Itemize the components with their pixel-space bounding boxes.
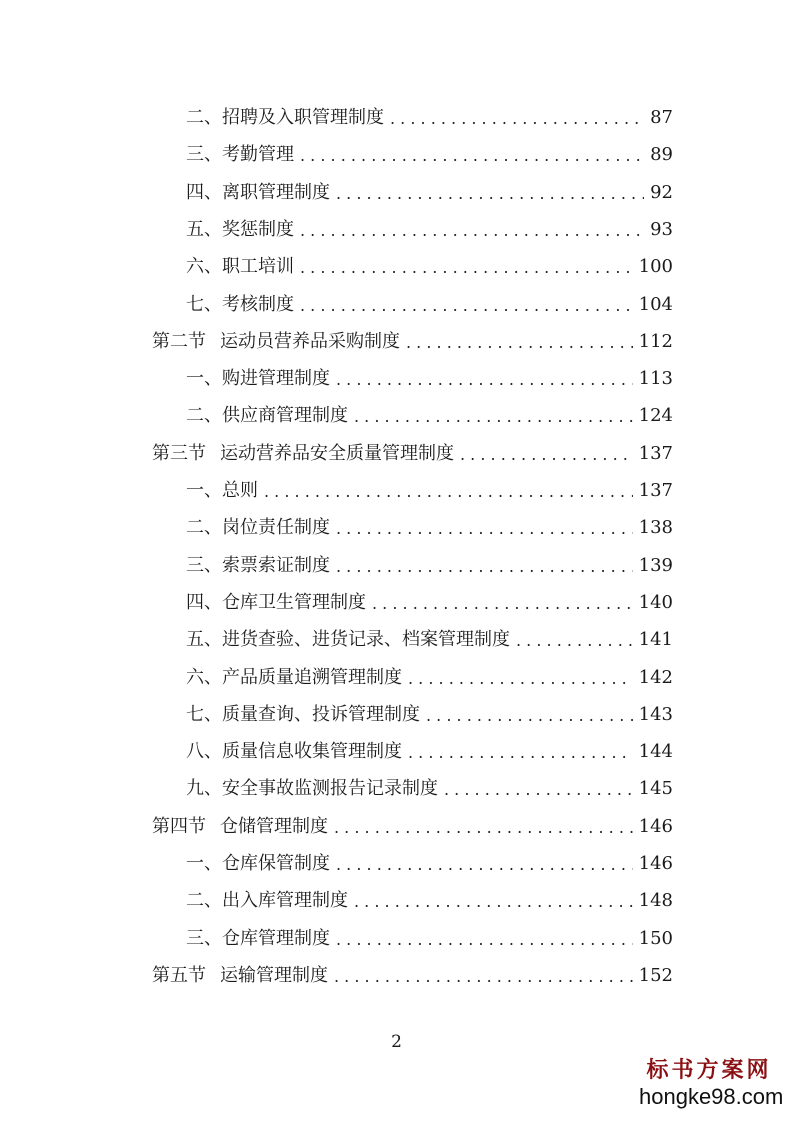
toc-title-text: 三、仓库管理制度 [186,927,330,949]
toc-entry-title [186,142,294,168]
toc-entry [186,180,673,206]
watermark [639,1058,784,1110]
toc-section-label: 第四节 [152,815,206,837]
toc-entry [186,515,673,541]
toc-page-number: 138 [638,517,673,539]
toc-entry-title [186,105,384,131]
toc-entry [186,217,673,243]
toc-dot-leader [334,816,633,840]
toc-entry-title [186,926,330,952]
toc-entry [186,254,673,280]
toc-entry-title [186,553,330,579]
toc-title-text: 二、供应商管理制度 [186,405,348,427]
toc-title-text: 三、考勤管理 [186,144,294,166]
toc-entry [186,776,673,802]
toc-dot-leader [372,592,633,616]
toc-section-label: 第二节 [152,330,206,352]
toc-title-text: 仓储管理制度 [220,815,328,837]
toc-entry [186,105,673,131]
toc-title-text: 六、产品质量追溯管理制度 [186,666,402,688]
toc-dot-leader [300,144,644,168]
toc-section-label: 第三节 [152,442,206,464]
toc-entry-title [186,515,330,541]
toc-entry-title [186,217,294,243]
toc-page-number: 140 [638,591,673,613]
toc-entry [186,888,673,914]
toc-entry-title [186,403,348,429]
toc-dot-leader [336,928,633,952]
toc-title-text: 八、质量信息收集管理制度 [186,741,402,763]
toc-page-number: 87 [650,107,673,128]
toc-page-number: 137 [638,442,673,464]
watermark-text: 标书方案网 [646,1058,772,1083]
toc-dot-leader [336,853,633,877]
toc-entry [186,403,673,429]
toc-entry [186,702,673,728]
toc-entry [186,926,673,952]
page-number: 2 [391,1032,402,1052]
toc-entry-title [186,478,258,504]
toc-page-number: 100 [638,256,673,278]
toc-entry-title [186,590,366,616]
toc-dot-leader [408,741,633,765]
toc-dot-leader [406,331,633,355]
toc-dot-leader [264,480,633,504]
toc-page-number: 152 [638,964,673,986]
toc-entry-title [186,665,402,691]
toc-entry [186,665,673,691]
toc-dot-leader [336,368,633,392]
toc-entry [186,627,673,653]
toc-dot-leader [336,555,633,579]
toc-page-number: 150 [638,927,673,949]
toc-entry-title [152,814,328,840]
toc-page-number: 93 [650,218,673,240]
toc-entry [152,329,673,355]
toc-page-number: 141 [638,629,673,651]
toc-entry [186,478,673,504]
toc-page-number: 124 [638,405,673,427]
toc-title-text: 二、出入库管理制度 [186,890,348,912]
toc-title-text: 运输管理制度 [220,964,328,986]
toc-section-label: 第五节 [152,964,206,986]
toc-page-number: 104 [638,293,673,315]
toc-entry [186,553,673,579]
toc-page-number: 113 [638,368,673,390]
toc-dot-leader [354,405,633,429]
toc-entry-title [186,739,402,765]
toc-entry [186,590,673,616]
watermark-url: hongke98.com [639,1084,784,1109]
toc-entry-title [186,254,294,280]
toc-page-number: 143 [638,703,673,725]
toc-title-text: 一、总则 [186,480,258,501]
toc-page-number: 148 [638,890,673,912]
toc-title-text: 二、招聘及入职管理制度 [186,107,384,128]
toc-title-text: 七、质量查询、投诉管理制度 [186,703,420,725]
toc-entry [152,963,673,989]
toc-entry [186,366,673,392]
toc-entry [186,739,673,765]
toc-entry-title [152,963,328,989]
toc-dot-leader [426,704,633,728]
toc-entry-title [186,180,330,206]
toc-page-number: 112 [638,330,673,352]
toc-dot-leader [300,256,633,280]
toc-page-number: 145 [638,778,673,800]
toc-page-number: 142 [638,666,673,688]
toc-page-number: 89 [650,144,673,166]
toc-title-text: 四、仓库卫生管理制度 [186,591,366,613]
toc-title-text: 三、索票索证制度 [186,554,330,576]
toc-page-number: 139 [638,554,673,576]
toc-dot-leader [516,629,633,653]
toc-dot-leader [334,965,633,989]
toc-page-number: 146 [638,853,673,874]
toc-dot-leader [336,517,633,541]
toc-entry-title [186,702,420,728]
toc-page-number: 144 [638,741,673,763]
toc-title-text: 运动营养品安全质量管理制度 [220,442,454,464]
toc-dot-leader [408,667,633,691]
toc-title-text: 运动员营养品采购制度 [220,330,400,352]
toc-entry [186,142,673,168]
toc-entry [186,292,673,318]
toc-page-number: 146 [638,815,673,837]
toc-entry-title [152,441,454,467]
toc-dot-leader [300,219,644,243]
toc-title-text: 六、职工培训 [186,256,294,278]
toc-title-text: 一、仓库保管制度 [186,853,330,874]
toc-dot-leader [300,294,633,318]
toc-dot-leader [460,443,633,467]
toc-entry-title [186,292,294,318]
toc-entry-title [186,776,438,802]
toc-page-number: 92 [650,181,673,203]
toc-title-text: 七、考核制度 [186,293,294,315]
toc-title-text: 九、安全事故监测报告记录制度 [186,778,438,800]
toc-dot-leader [390,107,644,131]
toc-entry-title [186,627,510,653]
toc-entry [152,814,673,840]
toc-entry-title [186,851,330,877]
toc-title-text: 五、进货查验、进货记录、档案管理制度 [186,629,510,651]
toc-entry-title [186,888,348,914]
toc-page-number: 137 [638,480,673,501]
toc-entry [152,441,673,467]
toc-entry-title [152,329,400,355]
toc-entry [186,851,673,877]
toc-title-text: 一、购进管理制度 [186,368,330,390]
toc-title-text: 五、奖惩制度 [186,218,294,240]
toc-dot-leader [354,890,633,914]
toc-entry-title [186,366,330,392]
toc-dot-leader [444,778,633,802]
toc-title-text: 二、岗位责任制度 [186,517,330,539]
toc-dot-leader [336,182,644,206]
toc-title-text: 四、离职管理制度 [186,181,330,203]
